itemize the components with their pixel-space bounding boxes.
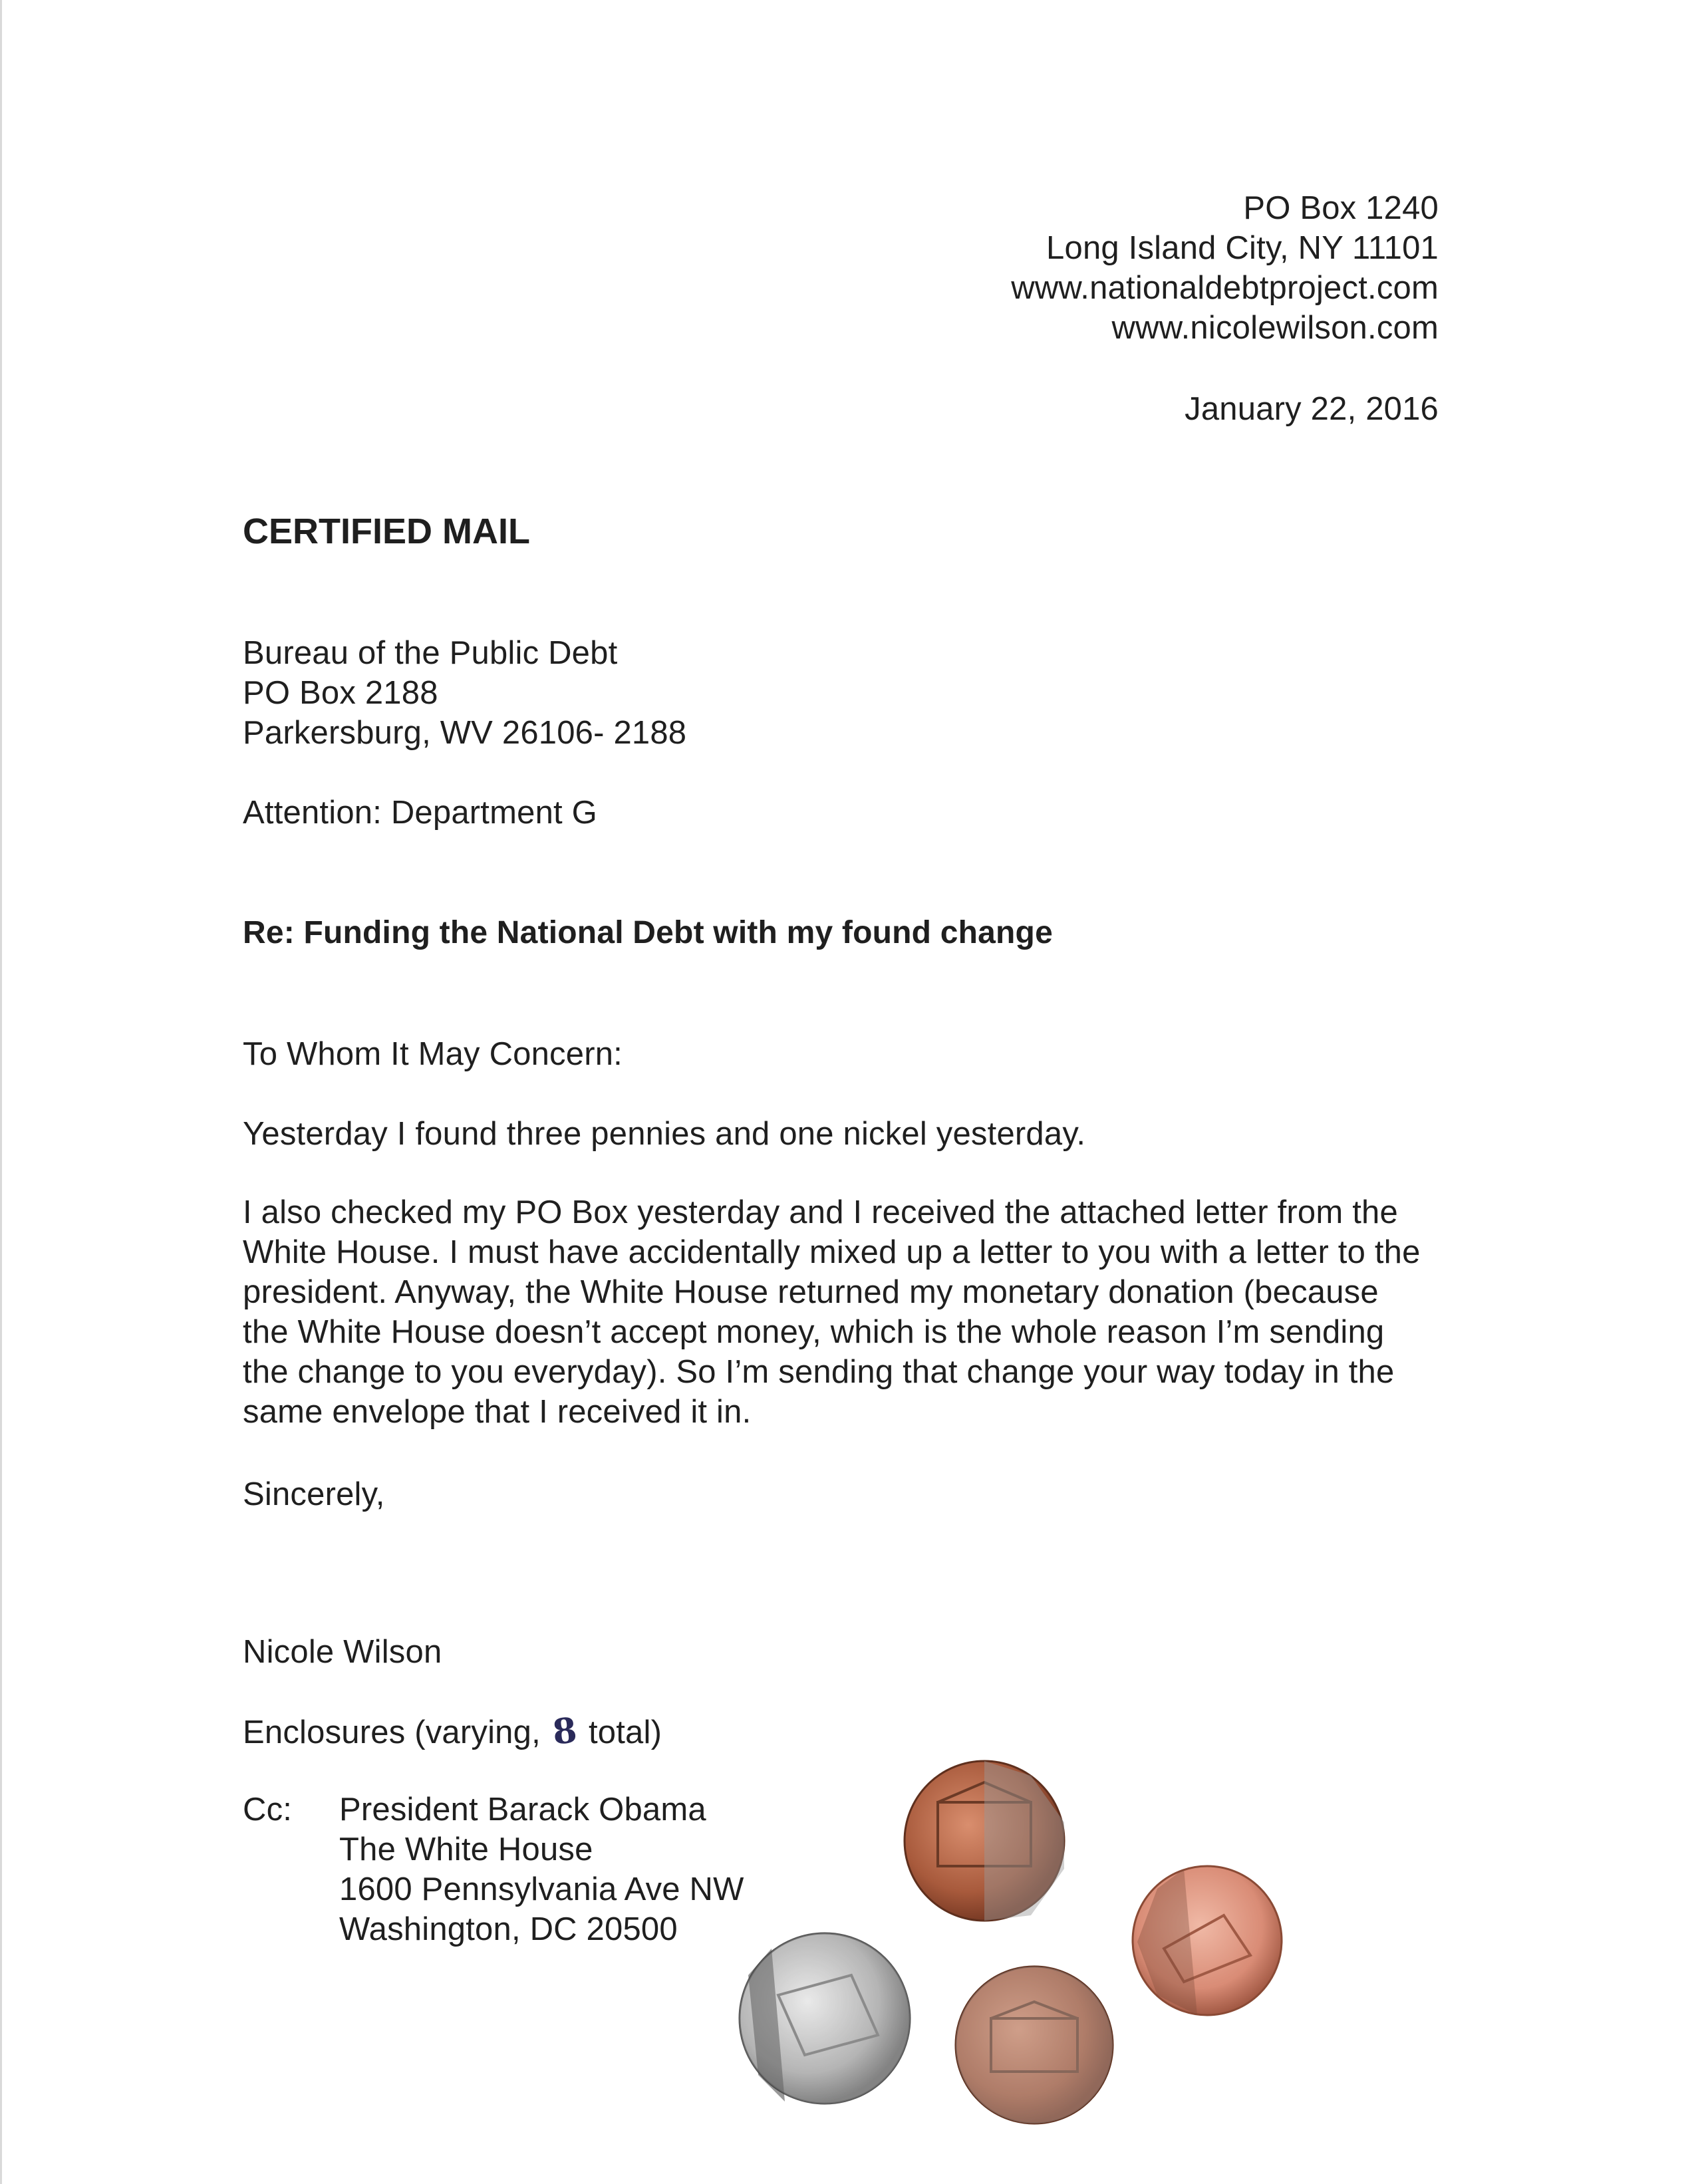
enclosures-suffix: total): [588, 1714, 662, 1750]
cc-line: President Barack Obama: [339, 1792, 706, 1828]
body-paragraph-1: Yesterday I found three pennies and one nickel yesterday.: [243, 1116, 1086, 1152]
cc-line: 1600 Pennsylvania Ave NW: [339, 1871, 744, 1907]
recipient-line: Bureau of the Public Debt: [243, 635, 618, 671]
paragraph-line: I also checked my PO Box yesterday and I received the attached letter from the: [243, 1194, 1398, 1230]
enclosures-line: [243, 1712, 662, 1752]
nickel-coin: [740, 1933, 910, 2104]
paragraph-line: same envelope that I received it in.: [243, 1394, 752, 1430]
cc-line: Washington, DC 20500: [339, 1911, 678, 1947]
attention-line: Attention: Department G: [243, 795, 597, 831]
penny-coin: [905, 1761, 1064, 1921]
signer-name: Nicole Wilson: [243, 1634, 442, 1670]
return-address-line: Long Island City, NY 11101: [1046, 230, 1439, 266]
enclosures-prefix: Enclosures (varying,: [243, 1714, 541, 1750]
penny-coin: [1133, 1866, 1282, 2015]
cc-address: [339, 1790, 744, 1949]
cc-line: The White House: [339, 1832, 593, 1867]
recipient-line: Parkersburg, WV 26106- 2188: [243, 715, 687, 751]
paragraph-line: president. Anyway, the White House returned my monetary donation (because: [243, 1274, 1379, 1310]
return-address-website: www.nationaldebtproject.com: [1011, 270, 1439, 306]
return-address-website: www.nicolewilson.com: [1111, 310, 1439, 346]
penny-coin: [956, 1967, 1113, 2123]
subject-line: Re: Funding the National Debt with my found change: [243, 915, 1053, 950]
certified-mail-heading: CERTIFIED MAIL: [243, 511, 530, 551]
closing: Sincerely,: [243, 1476, 385, 1512]
coins-image: [718, 1756, 1357, 2181]
salutation: To Whom It May Concern:: [243, 1036, 623, 1072]
body-paragraph-2: [243, 1192, 1421, 1432]
return-address: [1011, 188, 1439, 348]
paragraph-line: White House. I must have accidentally mixed up a letter to you with a letter to the: [243, 1234, 1421, 1270]
letter-date: January 22, 2016: [1185, 391, 1439, 427]
return-address-line: PO Box 1240: [1243, 190, 1439, 226]
taped-coins: [718, 1756, 1357, 2181]
recipient-line: PO Box 2188: [243, 675, 438, 711]
paragraph-line: the White House doesn’t accept money, which is the whole reason I’m sending: [243, 1314, 1385, 1350]
paragraph-line: the change to you everyday). So I’m sending that change your way today in the: [243, 1354, 1395, 1390]
cc-label: Cc:: [243, 1792, 293, 1828]
handwritten-amount: 8: [550, 1710, 579, 1753]
scan-edge: [0, 0, 2, 2184]
recipient-address: [243, 633, 686, 753]
